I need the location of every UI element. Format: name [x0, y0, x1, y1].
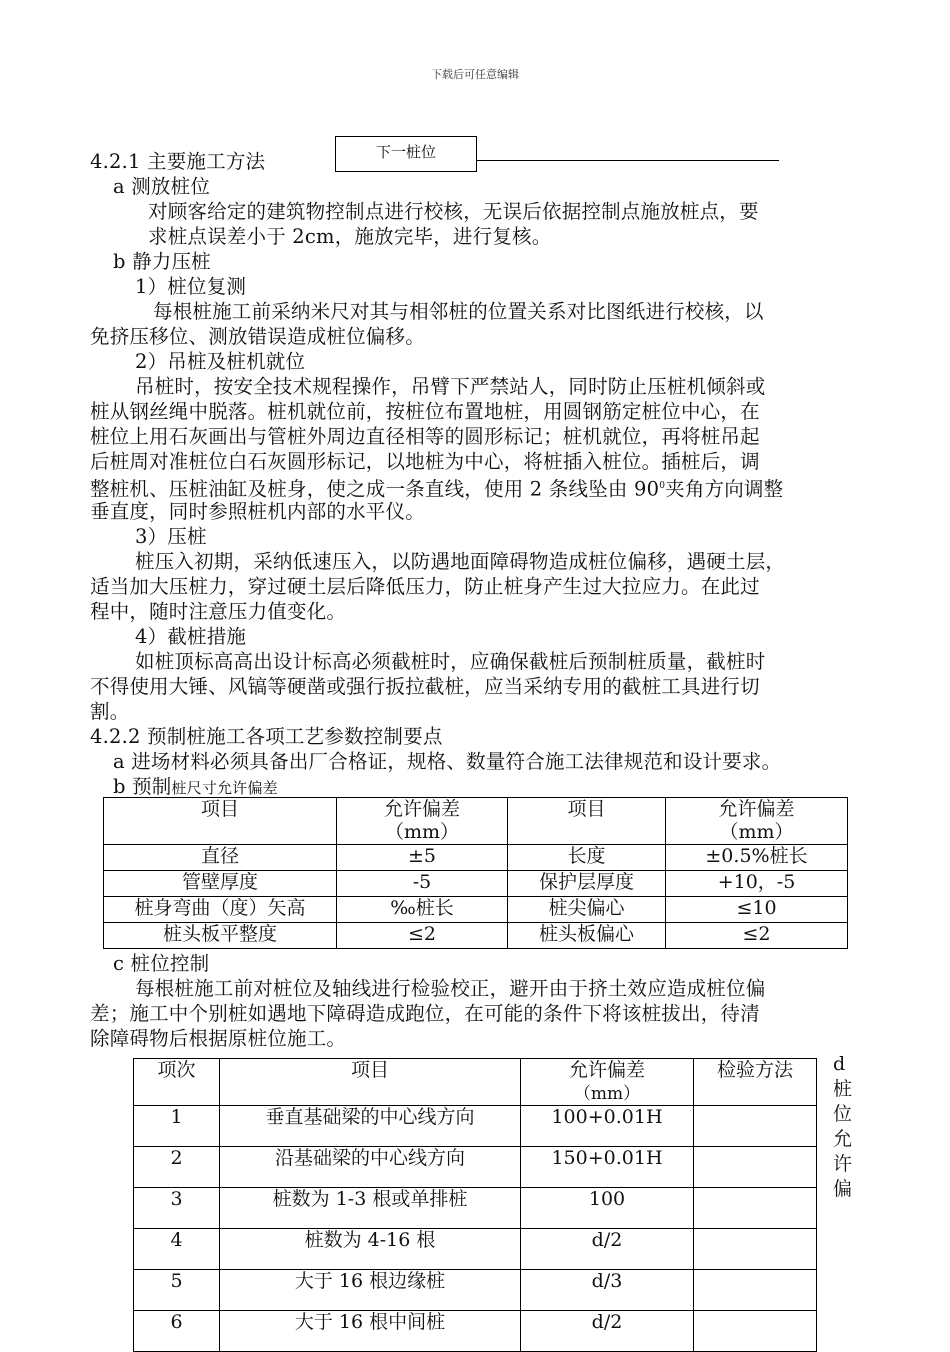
- table-cell: 直径: [104, 845, 337, 871]
- paragraph-line: 割。: [90, 700, 130, 723]
- table-cell: 1: [134, 1106, 220, 1147]
- table-row: [104, 845, 848, 871]
- table-cell: ±5: [337, 845, 508, 871]
- subheading: 4）截桩措施: [135, 625, 247, 648]
- table-header-cell: 检验方法: [694, 1059, 817, 1106]
- tolerance-table-2: [133, 1058, 817, 1352]
- paragraph-line: 除障碍物后根据原桩位施工。: [90, 1027, 347, 1050]
- subheading: 3）压桩: [135, 525, 207, 548]
- table-cell: ±0.5%桩长: [666, 845, 848, 871]
- paragraph-line: 如桩顶标高高出设计标高必须截桩时，应确保截桩后预制桩质量，截桩时: [135, 650, 766, 673]
- section-heading: 4.2.1 主要施工方法: [90, 150, 266, 173]
- table-cell: 保护层厚度: [508, 871, 666, 897]
- table-cell: 100+0.01H: [521, 1106, 694, 1147]
- table-cell: 桩数为 1-3 根或单排桩: [220, 1188, 521, 1229]
- table-row: [134, 1311, 817, 1352]
- paragraph-line: 桩从钢丝绳中脱落。桩机就位前，按桩位布置地桩，用圆钢筋定桩位中心，在: [90, 400, 760, 423]
- paragraph-line: 不得使用大锤、风镐等硬凿或强行扳拉截桩，应当采纳专用的截桩工具进行切: [90, 675, 760, 698]
- table-header-cell: 项目: [508, 798, 666, 845]
- table-cell: ≤2: [666, 923, 848, 949]
- paragraph-line: 桩位上用石灰画出与管桩外周边直径相等的圆形标记；桩机就位，再将桩吊起: [90, 425, 760, 448]
- paragraph-line: 求桩点误差小于 2cm，施放完毕，进行复核。: [148, 225, 552, 248]
- table-header-cell: 允许偏差 （mm）: [337, 798, 508, 845]
- table-cell: 桩头板偏心: [508, 923, 666, 949]
- table-cell: -5: [337, 871, 508, 897]
- table-row: [134, 1188, 817, 1229]
- table-header-cell: 项目: [104, 798, 337, 845]
- table-row: [134, 1229, 817, 1270]
- table-cell: 2: [134, 1147, 220, 1188]
- table-cell: 桩数为 4-16 根: [220, 1229, 521, 1270]
- paragraph-line: 免挤压移位、测放错误造成桩位偏移。: [90, 325, 425, 348]
- subheading: c 桩位控制: [113, 952, 210, 975]
- table-cell: [694, 1188, 817, 1229]
- paragraph-line: 桩压入初期，采纳低速压入，以防遇地面障碍物造成桩位偏移，遇硬土层，: [135, 550, 786, 573]
- subheading: a 测放桩位: [113, 175, 211, 198]
- side-caption: d桩位允许偏: [833, 1053, 853, 1200]
- table-cell: 5: [134, 1270, 220, 1311]
- table-cell: 桩尖偏心: [508, 897, 666, 923]
- table-cell: 桩身弯曲（度）矢高: [104, 897, 337, 923]
- subheading: 1）桩位复测: [135, 275, 247, 298]
- table-cell: [694, 1311, 817, 1352]
- table-cell: ‰桩长: [337, 897, 508, 923]
- paragraph-line: 每根桩施工前采纳米尺对其与相邻桩的位置关系对比图纸进行校核，以: [153, 300, 764, 323]
- paragraph-line: 后桩周对准桩位白石灰圆形标记，以地桩为中心，将桩插入桩位。插桩后，调: [90, 450, 760, 473]
- paragraph-line: 吊桩时，按安全技术规程操作，吊臂下严禁站人，同时防止压桩机倾斜或: [135, 375, 766, 398]
- paragraph-line: 垂直度，同时参照桩机内部的水平仪。: [90, 500, 425, 523]
- paragraph-line: 程中，随时注意压力值变化。: [90, 600, 347, 623]
- table-header-cell: 允许偏差 （mm）: [521, 1059, 694, 1106]
- table-cell: d/3: [521, 1270, 694, 1311]
- section-heading: 4.2.2 预制桩施工各项工艺参数控制要点: [90, 725, 443, 748]
- table-cell: 150+0.01H: [521, 1147, 694, 1188]
- table-cell: d/2: [521, 1311, 694, 1352]
- table-cell: 3: [134, 1188, 220, 1229]
- paragraph-line: 适当加大压桩力，穿过硬土层后降低压力，防止桩身产生过大拉应力。在此过: [90, 575, 760, 598]
- subheading: 2）吊桩及桩机就位: [135, 350, 306, 373]
- table-cell: ≤10: [666, 897, 848, 923]
- table-header-cell: 项次: [134, 1059, 220, 1106]
- table-row: [104, 871, 848, 897]
- flow-line: [477, 160, 779, 161]
- table-header-cell: 项目: [220, 1059, 521, 1106]
- table-cell: 100: [521, 1188, 694, 1229]
- table-cell: [694, 1229, 817, 1270]
- table-cell: 垂直基础梁的中心线方向: [220, 1106, 521, 1147]
- paragraph-line: 每根桩施工前对桩位及轴线进行检验校正，避开由于挤土效应造成桩位偏: [135, 977, 766, 1000]
- table-cell: 长度: [508, 845, 666, 871]
- table-cell: 桩头板平整度: [104, 923, 337, 949]
- subheading: b 静力压桩: [113, 250, 211, 273]
- subheading: b 预制桩尺寸允许偏差: [113, 775, 278, 798]
- table-row: [104, 923, 848, 949]
- paragraph-line: a 进场材料必须具备出厂合格证，规格、数量符合施工法律规范和设计要求。: [113, 750, 782, 773]
- table-cell: [694, 1147, 817, 1188]
- table-cell: ≤2: [337, 923, 508, 949]
- flow-box: 下一桩位: [335, 136, 477, 172]
- table-cell: [694, 1270, 817, 1311]
- table-header-cell: 允许偏差 （mm）: [666, 798, 848, 845]
- table-cell: 管壁厚度: [104, 871, 337, 897]
- paragraph-line: 对顾客给定的建筑物控制点进行校核，无误后依据控制点施放桩点，要: [148, 200, 759, 223]
- table-row: [134, 1147, 817, 1188]
- table-cell: 沿基础梁的中心线方向: [220, 1147, 521, 1188]
- table-row: [104, 897, 848, 923]
- table-cell: 大于 16 根边缘桩: [220, 1270, 521, 1311]
- paragraph-line: 整桩机、压桩油缸及桩身，使之成一条直线，使用 2 条线坠由 $90^0$夹角方向调整: [90, 477, 784, 501]
- table-cell: 4: [134, 1229, 220, 1270]
- page-header: 下载后可任意编辑: [431, 68, 519, 81]
- table-cell: d/2: [521, 1229, 694, 1270]
- degree-superscript: 0: [659, 481, 666, 491]
- table-cell: [694, 1106, 817, 1147]
- table-row: [134, 1106, 817, 1147]
- table-cell: 大于 16 根中间桩: [220, 1311, 521, 1352]
- table-cell: +10，-5: [666, 871, 848, 897]
- table-cell: 6: [134, 1311, 220, 1352]
- paragraph-line: 差；施工中个别桩如遇地下障碍造成跑位，在可能的条件下将该桩拔出，待清: [90, 1002, 760, 1025]
- table-header-row: [104, 798, 848, 845]
- table-row: [134, 1270, 817, 1311]
- tolerance-table-1: [103, 797, 848, 949]
- table-header-row: [134, 1059, 817, 1106]
